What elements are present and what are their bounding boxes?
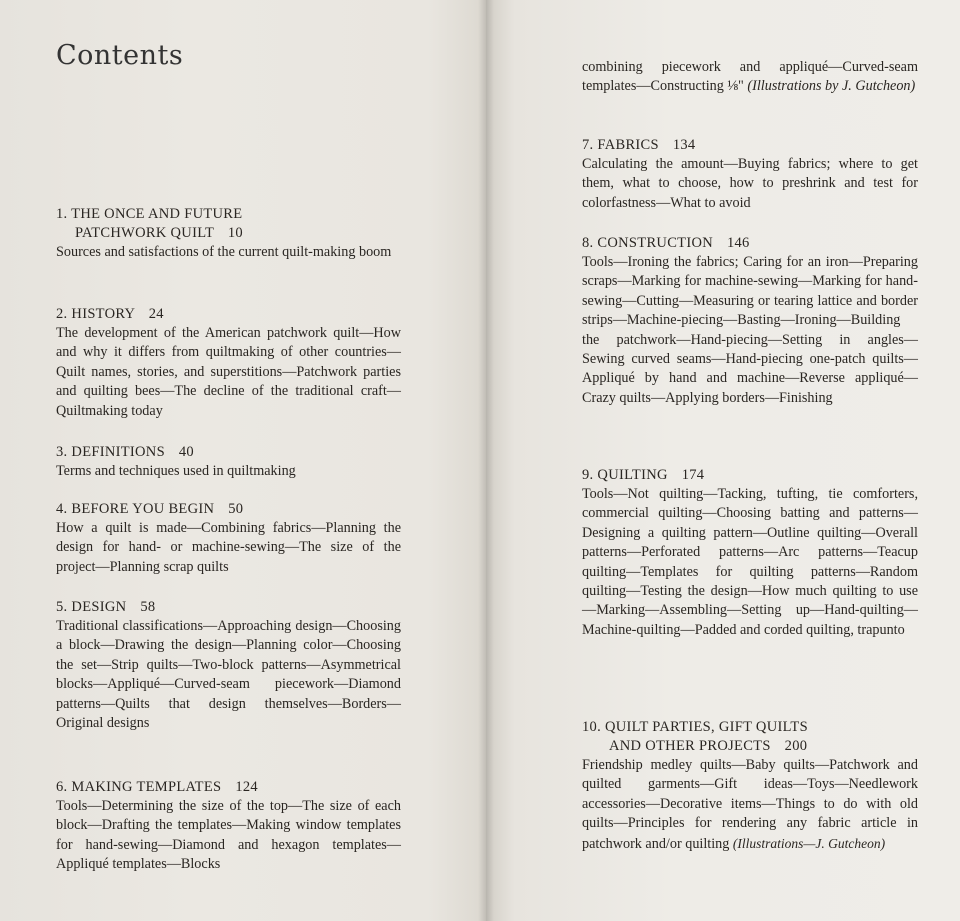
entry-page-number: 24 <box>148 306 164 322</box>
illustration-credit: (Illustrations—J. Gutcheon) <box>732 835 886 851</box>
entry-number: 9. <box>582 467 594 483</box>
entry-heading <box>582 136 918 155</box>
entry-page-number: 58 <box>140 599 156 615</box>
entry-title-line2: AND OTHER PROJECTS <box>609 738 771 754</box>
entry-title: DESIGN <box>71 599 127 615</box>
toc-entry-10 <box>582 718 918 854</box>
entry-title: QUILT PARTIES, GIFT QUILTS <box>604 719 808 735</box>
entry-heading <box>56 598 401 617</box>
entry-number: 7. <box>582 137 594 153</box>
entry-title: HISTORY <box>71 306 135 322</box>
continued-text: combining piecework and appliqué—Curved-seam templates—Constructing ⅛" <box>582 59 918 95</box>
toc-entry-7 <box>582 136 918 213</box>
illustration-credit: (Illustrations by J. Gutcheon) <box>747 78 916 95</box>
book-gutter-shadow <box>478 0 494 921</box>
entry-page-number: 40 <box>178 444 194 460</box>
toc-entry-8 <box>582 234 918 408</box>
toc-entry-9 <box>582 466 918 640</box>
entry-description: Traditional classifications—Approaching design—Choosing a block—Drawing the design—Planning color—Choosing the set—Strip quilts—Two-block patterns—Asymmetrical blocks—Appliqué—Curved-seam piecework—Diamond patterns—Quilts that design themselves—Borders—Original designs <box>56 618 401 732</box>
toc-entry-1 <box>56 205 401 262</box>
entry-description: Tools—Determining the size of the top—The size of each block—Drafting the templates—Making window templates for hand-sewing—Diamond and hexagon templates—Appliqué templates—Blocks <box>56 798 401 873</box>
entry-title: THE ONCE AND FUTURE <box>71 206 243 222</box>
entry-description: Sources and satisfactions of the current quilt-making boom <box>56 244 392 260</box>
entry-heading <box>56 443 401 462</box>
entry-heading <box>56 778 401 797</box>
toc-entry-6-continued <box>582 58 918 97</box>
entry-description: How a quilt is made—Combining fabrics—Planning the design for hand- or machine-sewing—The size of the project—Planning scrap quilts <box>56 520 401 575</box>
entry-number: 10. <box>582 719 602 735</box>
contents-heading: Contents <box>56 40 184 71</box>
entry-page-number: 50 <box>228 501 244 517</box>
entry-description: The development of the American patchwork quilt—How and why it differs from quiltmaking of other countries—Quilt names, stories, and superstitions—Patchwork parties and quilting bees—The decline of the traditional craft—Quiltmaking today <box>56 325 401 419</box>
toc-entry-5 <box>56 598 401 733</box>
toc-entry-4 <box>56 500 401 577</box>
entry-heading <box>56 500 401 519</box>
entry-page-number: 146 <box>726 235 750 251</box>
entry-description-text: Friendship medley quilts—Baby quilts—Patchwork and quilted garments—Gift ideas—Toys—Needlework accessories—Decorative items—Things to do with old quilts—Principles for rendering any fabric article in patchwork and/or quilting <box>582 757 918 852</box>
entry-page-number: 10 <box>227 225 243 241</box>
entry-description: Calculating the amount—Buying fabrics; where to get them, what to choose, how to preshrink and test for colorfastness—What to avoid <box>582 156 918 211</box>
entry-title-line2: PATCHWORK QUILT <box>75 225 214 241</box>
entry-number: 5. <box>56 599 68 615</box>
entry-description: Terms and techniques used in quiltmaking <box>56 463 296 479</box>
right-page <box>486 0 960 921</box>
entry-heading <box>582 718 918 756</box>
toc-entry-3 <box>56 443 401 481</box>
toc-entry-6 <box>56 778 401 875</box>
entry-heading <box>582 234 918 253</box>
entry-title: FABRICS <box>597 137 659 153</box>
entry-title: QUILTING <box>597 467 668 483</box>
entry-page-number: 174 <box>681 467 705 483</box>
entry-heading <box>582 466 918 485</box>
entry-description: Tools—Ironing the fabrics; Caring for an iron—Preparing scraps—Marking for machine-sewing—Marking for hand-sewing—Cutting—Measuring or tearing lattice and border strips—Machine-piecing—Basting—Ironing—Building the patchwork—Hand-piecing—Setting in angles—Sewing curved seams—Hand-piecing one-patch quilts—Appliqué by hand and machine—Reverse appliqué—Crazy quilts—Applying borders—Finishing <box>582 254 918 406</box>
toc-entry-2 <box>56 305 401 421</box>
entry-title: MAKING TEMPLATES <box>71 779 222 795</box>
entry-number: 8. <box>582 235 594 251</box>
entry-heading <box>56 205 401 243</box>
entry-title: CONSTRUCTION <box>597 235 714 251</box>
entry-title: DEFINITIONS <box>71 444 165 460</box>
entry-number: 6. <box>56 779 68 795</box>
entry-page-number: 200 <box>784 738 808 754</box>
entry-page-number: 124 <box>235 779 258 795</box>
entry-number: 1. <box>56 206 68 222</box>
entry-number: 2. <box>56 306 68 322</box>
entry-description <box>582 756 918 854</box>
continued-description <box>582 58 918 97</box>
entry-number: 4. <box>56 501 68 517</box>
entry-title: BEFORE YOU BEGIN <box>71 501 215 517</box>
entry-number: 3. <box>56 444 68 460</box>
entry-page-number: 134 <box>672 137 696 153</box>
entry-description: Tools—Not quilting—Tacking, tufting, tie comforters, commercial quilting—Choosing batting and patterns—Designing a quilting pattern—Outline quilting—Overall patterns—Perforated patterns—Arc patterns—Teacup quilting—Templates for quilting patterns—Random quilting—Testing the design—How much quilting to use—Marking—Assembling—Setting up—Hand-quilting—Machine-quilting—Padded and corded quilting, trapunto <box>582 486 918 638</box>
entry-heading <box>56 305 401 324</box>
